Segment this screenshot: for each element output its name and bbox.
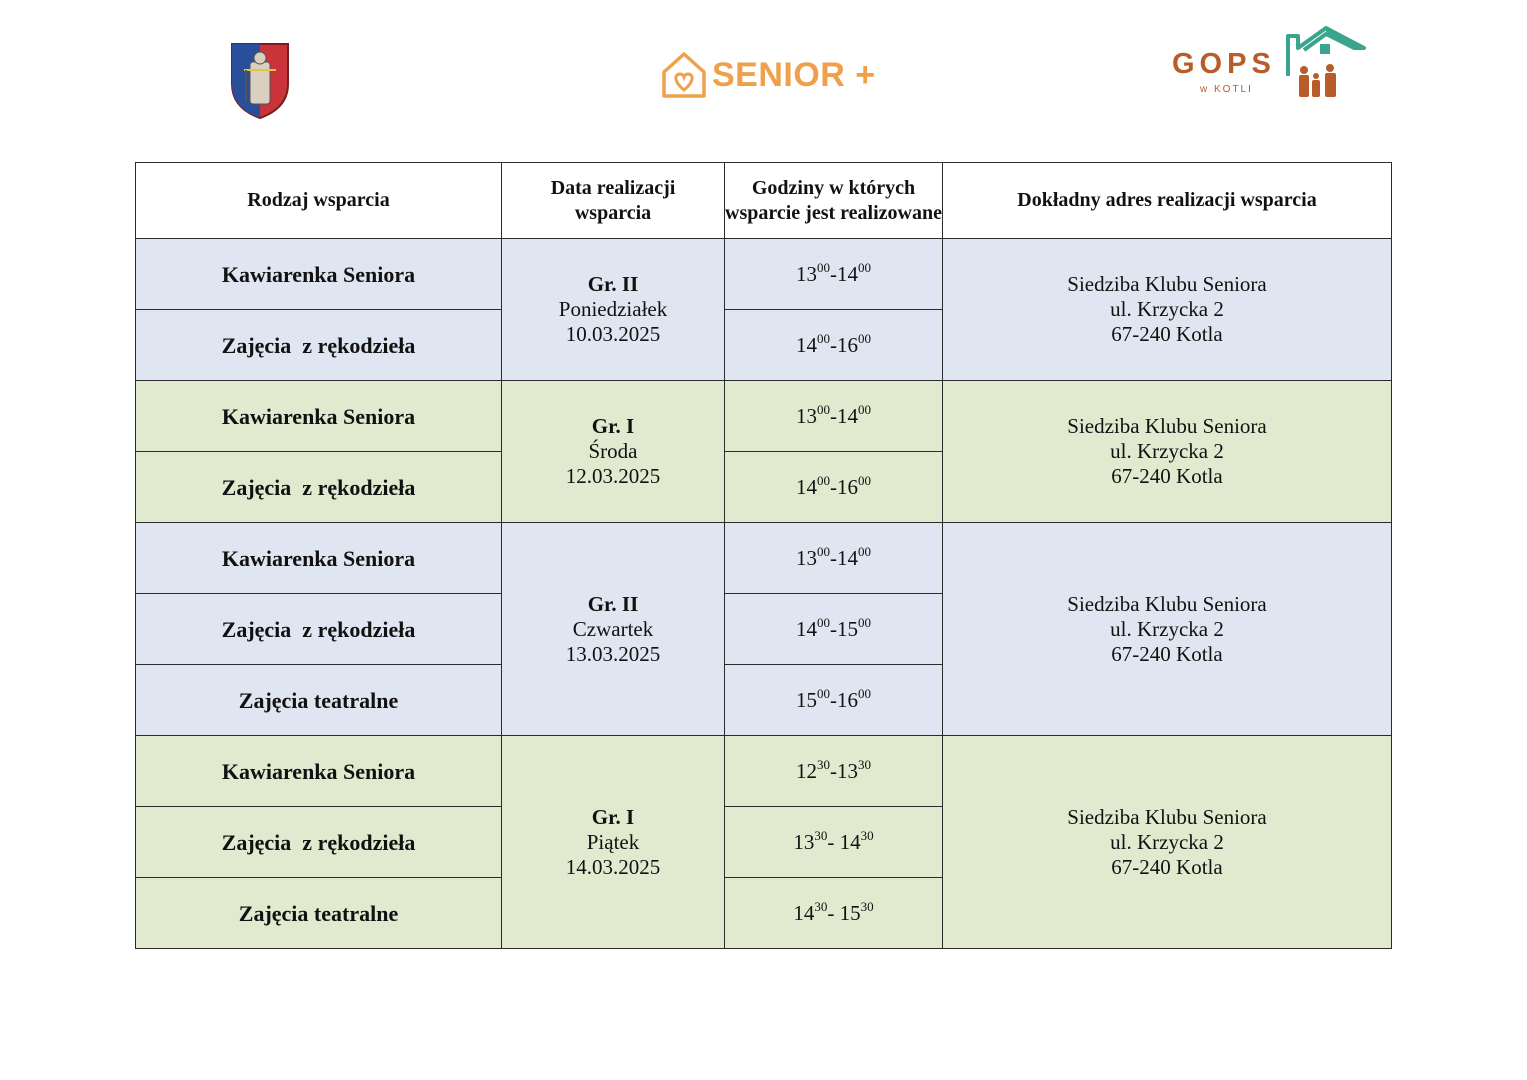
activity-cell: Kawiarenka Seniora — [136, 523, 502, 594]
header-hours: Godziny w których wsparcie jest realizowane — [725, 163, 943, 239]
date-cell — [502, 239, 725, 381]
day-label: Środa — [588, 439, 638, 463]
table-row — [136, 239, 1392, 310]
header-row — [136, 163, 1392, 239]
group-label: Gr. II — [587, 272, 639, 296]
address-line: ul. Krzycka 2 — [1110, 829, 1224, 854]
senior-plus-text: SENIOR + — [712, 55, 876, 94]
hours-cell: $13^{00}-14^{00}$ — [725, 381, 943, 452]
address-cell — [943, 381, 1392, 523]
date-label: 13.03.2025 — [565, 641, 661, 666]
senior-plus-logo — [660, 48, 876, 102]
header-date-text: Data realizacji wsparcia — [550, 176, 676, 224]
activity-cell: Zajęcia teatralne — [136, 878, 502, 949]
table-row — [136, 736, 1392, 807]
date-cell — [502, 523, 725, 736]
header-date — [502, 163, 725, 239]
schedule-table — [135, 162, 1392, 949]
activity-cell: Kawiarenka Seniora — [136, 736, 502, 807]
family-house-icon — [1282, 26, 1368, 102]
group-label: Gr. I — [591, 804, 635, 829]
activity-cell: Zajęcia z rękodzieła — [136, 310, 502, 381]
date-cell — [502, 381, 725, 523]
table-row — [136, 381, 1392, 452]
address-line: Siedziba Klubu Seniora — [1067, 804, 1267, 829]
address-cell — [943, 523, 1392, 736]
activity-cell: Zajęcia z rękodzieła — [136, 594, 502, 665]
hours-cell: $13^{30}-$ $14^{30}$ — [725, 807, 943, 878]
date-label: 12.03.2025 — [565, 464, 661, 488]
activity-cell: Kawiarenka Seniora — [136, 381, 502, 452]
hours-cell: $13^{00}-14^{00}$ — [725, 523, 943, 594]
group-label: Gr. II — [587, 591, 639, 616]
address-line: 67-240 Kotla — [1111, 854, 1223, 879]
address-line: Siedziba Klubu Seniora — [1067, 591, 1267, 616]
address-line: Siedziba Klubu Seniora — [1067, 414, 1267, 438]
address-line: 67-240 Kotla — [1111, 641, 1223, 666]
hours-cell: $14^{00}-15^{00}$ — [725, 594, 943, 665]
header-address: Dokładny adres realizacji wsparcia — [943, 163, 1392, 239]
house-heart-icon — [660, 50, 708, 100]
municipal-crest-logo — [228, 40, 292, 120]
day-label: Czwartek — [572, 616, 654, 641]
gops-logo — [1170, 26, 1370, 106]
hours-cell: $13^{00}-14^{00}$ — [725, 239, 943, 310]
hours-cell: $14^{00}-16^{00}$ — [725, 310, 943, 381]
activity-cell: Zajęcia teatralne — [136, 665, 502, 736]
hours-cell: $15^{00}-16^{00}$ — [725, 665, 943, 736]
address-line: 67-240 Kotla — [1111, 322, 1223, 346]
address-line: 67-240 Kotla — [1111, 464, 1223, 488]
address-line: ul. Krzycka 2 — [1110, 439, 1224, 463]
gops-subtitle: w KOTLI — [1200, 84, 1253, 95]
address-cell — [943, 239, 1392, 381]
group-label: Gr. I — [591, 414, 635, 438]
day-label: Piątek — [586, 829, 640, 854]
date-label: 10.03.2025 — [565, 322, 661, 346]
date-label: 14.03.2025 — [565, 854, 661, 879]
hours-cell: $14^{00}-16^{00}$ — [725, 452, 943, 523]
date-cell — [502, 736, 725, 949]
activity-cell: Zajęcia z rękodzieła — [136, 807, 502, 878]
address-line: ul. Krzycka 2 — [1110, 616, 1224, 641]
day-label: Poniedziałek — [558, 297, 668, 321]
activity-cell: Zajęcia z rękodzieła — [136, 452, 502, 523]
table-row — [136, 523, 1392, 594]
address-line: Siedziba Klubu Seniora — [1067, 272, 1267, 296]
activity-cell: Kawiarenka Seniora — [136, 239, 502, 310]
hours-cell: $14^{30}-$ $15^{30}$ — [725, 878, 943, 949]
gops-text: GOPS — [1172, 48, 1276, 80]
hours-cell: $12^{30}-13^{30}$ — [725, 736, 943, 807]
address-cell — [943, 736, 1392, 949]
address-line: ul. Krzycka 2 — [1110, 297, 1224, 321]
header-type: Rodzaj wsparcia — [136, 163, 502, 239]
